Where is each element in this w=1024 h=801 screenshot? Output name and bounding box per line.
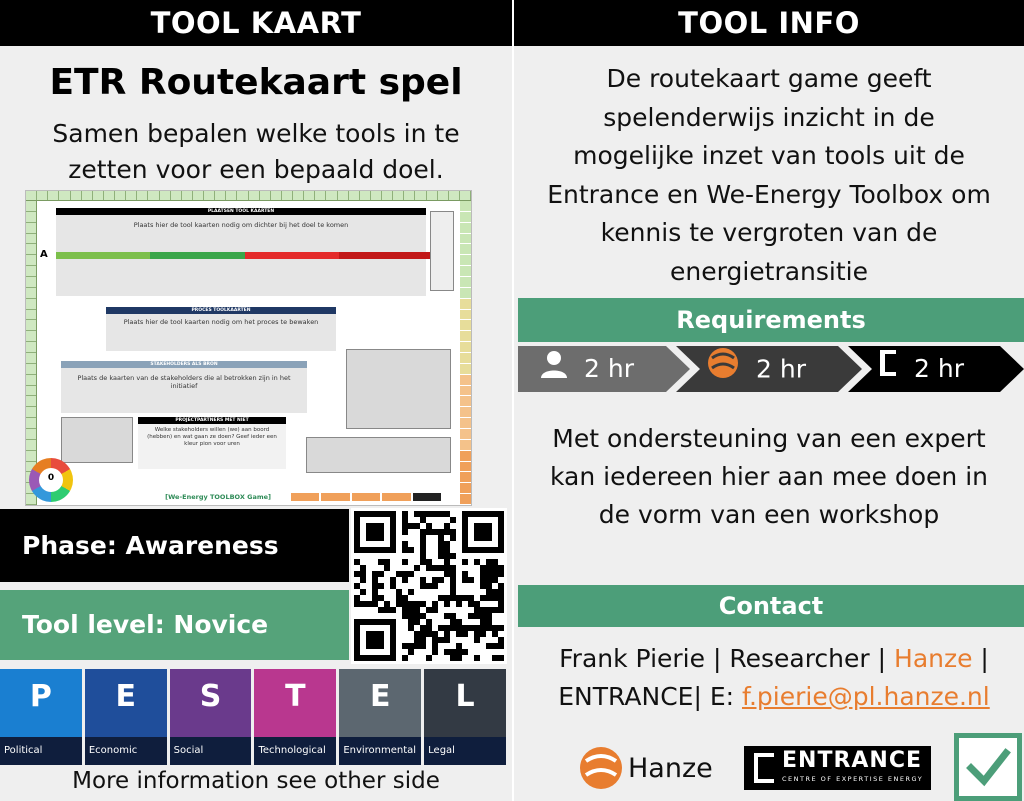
ruler-tick [460,288,471,299]
ruler-tick [182,191,193,200]
ruler-tick [26,375,36,386]
pestel-word: Political [0,737,82,765]
pestel-letter: E [115,679,136,714]
ruler-tick [26,234,36,245]
ruler-tick [137,191,148,200]
pestel-letter: T [285,679,306,714]
contact-separator: | [972,644,989,673]
checkmark-icon [959,738,1017,796]
ruler-tick [26,353,36,364]
pestel-word: Economic [85,737,167,765]
entrance-logo [744,746,931,790]
contact-role: Researcher [729,644,870,673]
ruler-tick [26,299,36,310]
contact-header: Contact [518,585,1024,627]
contact-organization-2: ENTRANCE| E: [558,682,742,711]
ruler-tick [26,494,36,505]
ruler-tick [204,191,215,200]
tool-description: De routekaart game geeft spelenderwijs inzicht in de mogelijke inzet van tools uit de Entrance en We-Energy Toolbox om kennis te vergroten van de energietransitie [547,64,991,286]
ruler-tick [415,191,426,200]
entrance-logo-icon [878,347,898,393]
ruler-tick [460,396,471,407]
requirement-entrance [878,346,964,392]
ruler-tick [193,191,204,200]
contact-separator: | [869,644,895,673]
board-section-partners [138,417,286,469]
ruler-tick [449,191,460,200]
ruler-tick [71,191,82,200]
ruler-tick [460,266,471,277]
ruler-tick [460,277,471,288]
board-mini-card [61,417,133,463]
ruler-tick [26,440,36,451]
ruler-tick [249,191,260,200]
ruler-tick [460,310,471,321]
ruler-tick [460,244,471,255]
ruler-tick [460,223,471,234]
ruler-tick [26,429,36,440]
ruler-tick [460,386,471,397]
ruler-tick [460,375,471,386]
board-section-stakeholders [61,361,307,413]
contact-details [534,640,1014,716]
ruler-tick [360,191,371,200]
ruler-tick [26,191,37,200]
ruler-tick [460,462,471,473]
ruler-tick [338,191,349,200]
board-wheel-center: 0 [39,468,63,492]
ruler-tick [148,191,159,200]
ruler-tick [26,331,36,342]
ruler-tick [382,191,393,200]
ruler-tick [460,201,471,212]
pestel-word: Social [170,737,252,765]
pestel-letter: L [455,679,475,714]
ruler-tick [460,331,471,342]
ruler-tick [171,191,182,200]
ruler-tick [304,191,315,200]
ruler-tick [26,364,36,375]
entrance-logo-text: ENTRANCE [782,748,922,773]
ruler-tick [26,288,36,299]
ruler-tick [82,191,93,200]
tool-info-panel [514,0,1024,801]
pestel-word: Environmental [339,737,421,765]
board-section-text: Plaats hier de tool kaarten nodig om dichter bij het doel te komen [133,221,349,229]
board-section-text: Plaats hier de tool kaarten nodig om het proces te bewaken [123,318,319,326]
ruler-tick [26,212,36,223]
ruler-tick [460,440,471,451]
requirement-hanze [706,346,806,392]
ruler-tick [26,342,36,353]
ruler-tick [26,320,36,331]
phase-label: Phase: Awareness [0,509,349,582]
ruler-tick [460,353,471,364]
ruler-tick [271,191,282,200]
board-ruler-left [26,201,37,505]
ruler-tick [293,191,304,200]
board-section-caption: PROCES TOOLKAARTEN [106,307,336,314]
ruler-tick [59,191,70,200]
checkmark-checkbox[interactable] [954,733,1022,801]
ruler-tick [460,342,471,353]
board-section-text: Welke stakeholders willen (we) aan boord (hebben) en wat gaan ze doen? Geef ieder een kleur pion voor uren [147,427,277,447]
ruler-tick [104,191,115,200]
ruler-tick [26,418,36,429]
ruler-tick [404,191,415,200]
requirement-value: 2 hr [584,354,634,383]
ruler-tick [260,191,271,200]
requirements-chevrons [518,346,1024,392]
qr-module [498,655,504,661]
pestel-word: Technological [254,737,336,765]
ruler-tick [237,191,248,200]
ruler-tick [460,472,471,483]
ruler-tick [326,191,337,200]
ruler-tick [26,201,36,212]
pestel-tile [85,669,167,765]
ruler-tick [26,407,36,418]
ruler-tick [93,191,104,200]
board-start-label: A [40,249,48,260]
board-mini-card [306,437,451,473]
contact-name: Frank Pierie [559,644,706,673]
board-section-process [106,307,336,351]
hanze-logo-icon [578,745,624,791]
contact-separator: | [705,644,730,673]
board-section-caption: STAKEHOLDERS ALS BRON [61,361,307,368]
more-info-text: More information see other side [72,768,440,794]
requirement-value: 2 hr [756,354,806,384]
board-brand-label: [We-Energy TOOLBOX Game] [165,493,271,501]
pestel-letter: E [369,679,391,714]
ruler-tick [226,191,237,200]
ruler-tick [26,386,36,397]
hanze-logo [578,744,713,792]
tool-subtitle: Samen bepalen welke tools in te zetten voor een bepaald doel. [52,119,460,184]
ruler-tick [26,451,36,462]
ruler-tick [460,364,471,375]
ruler-tick [26,255,36,266]
board-progress-strip [56,252,433,259]
board-section-text: Plaats de kaarten van de stakeholders die al betrokken zijn in het initiatief [77,374,291,390]
tool-support-text: Met ondersteuning van een expert kan iedereen hier aan mee doen in de vorm van een workshop [549,424,989,529]
board-mini-card [430,211,454,291]
requirement-value: 2 hr [914,354,964,383]
pestel-word: Legal [424,737,506,765]
ruler-tick [26,396,36,407]
ruler-tick [26,277,36,288]
pestel-tile [0,669,82,765]
ruler-tick [349,191,360,200]
contact-organization: Hanze [894,644,973,673]
board-wheel-icon [29,458,73,502]
pestel-tile [254,669,336,765]
ruler-tick [160,191,171,200]
ruler-tick [26,266,36,277]
board-section-caption: PLAATSEN TOOL KAARTEN [56,208,426,215]
game-board-image [25,190,472,506]
ruler-tick [460,494,471,505]
ruler-tick [26,310,36,321]
ruler-tick [460,483,471,494]
ruler-tick [460,451,471,462]
pestel-strip [0,669,506,765]
ruler-tick [460,407,471,418]
ruler-tick [460,429,471,440]
tool-info-header: TOOL INFO [514,0,1024,46]
ruler-tick [460,212,471,223]
board-ruler-top [26,191,471,201]
ruler-tick [115,191,126,200]
ruler-tick [26,244,36,255]
ruler-tick [315,191,326,200]
entrance-logo-tagline: CENTRE OF EXPERTISE ENERGY [782,775,924,783]
tool-title: ETR Routekaart spel [49,62,463,103]
hanze-logo-icon [706,346,740,395]
ruler-tick [460,299,471,310]
ruler-tick [427,191,438,200]
qr-code-icon[interactable] [351,508,507,664]
ruler-tick [460,191,471,200]
ruler-tick [460,255,471,266]
ruler-tick [438,191,449,200]
board-mini-card [346,349,451,429]
board-score-row [291,493,441,501]
person-icon [540,347,568,393]
contact-email-link[interactable]: f.pierie@pl.hanze.nl [741,682,990,711]
ruler-tick [37,191,48,200]
ruler-tick [460,320,471,331]
requirements-header: Requirements [518,298,1024,342]
ruler-tick [215,191,226,200]
tool-card-header: TOOL KAART [0,0,512,46]
ruler-tick [393,191,404,200]
pestel-tile [170,669,252,765]
ruler-tick [26,223,36,234]
pestel-letter: S [199,679,222,714]
pestel-tile [339,669,421,765]
hanze-logo-text: Hanze [628,752,713,784]
ruler-tick [371,191,382,200]
pestel-letter: P [29,679,52,714]
ruler-tick [460,234,471,245]
board-ruler-right [460,201,471,505]
pestel-tile [424,669,506,765]
requirement-person [540,346,634,392]
tool-level-label: Tool level: Novice [0,590,349,660]
ruler-tick [460,418,471,429]
board-section-caption: PROJECTPARTNERS MET NIET [138,417,286,424]
ruler-tick [282,191,293,200]
ruler-tick [126,191,137,200]
ruler-tick [48,191,59,200]
entrance-logo-icon [754,753,774,783]
